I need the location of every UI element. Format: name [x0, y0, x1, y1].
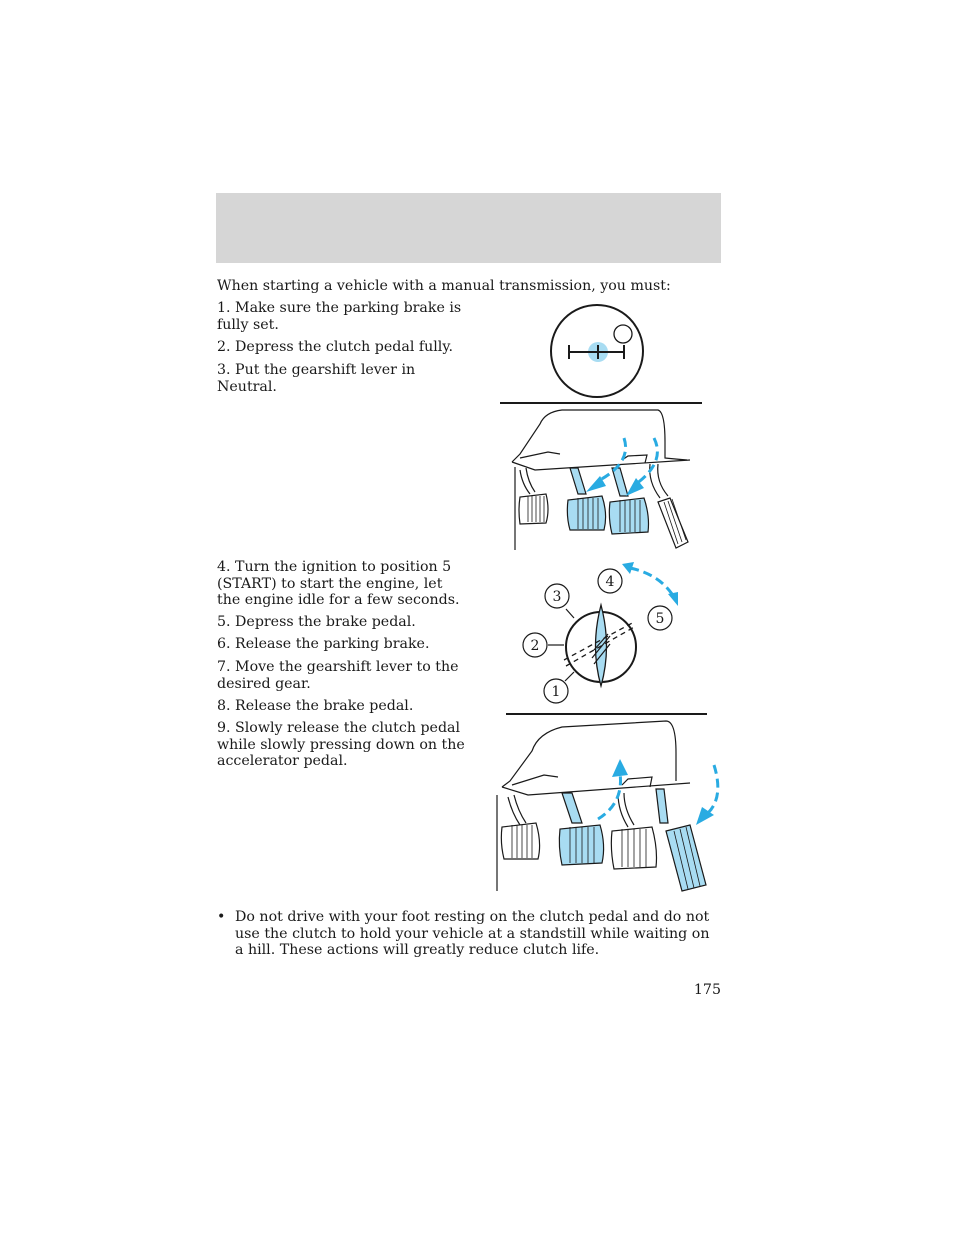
- ignition-position-5: 5: [655, 611, 665, 627]
- page-number: 175: [693, 982, 721, 998]
- ignition-position-4: 4: [605, 574, 615, 590]
- step-3: 3. Put the gearshift lever in Neutral.: [217, 362, 416, 395]
- section-header-band: [216, 193, 721, 263]
- bullet-text: Do not drive with your foot resting on the clutch pedal and do not use the clutch to hold your vehicle at a standstill while waiting on a hill. These actions will greatly reduce clutch life.: [235, 909, 710, 958]
- step-2: 2. Depress the clutch pedal fully.: [217, 339, 453, 355]
- pedals-depress-icon: [500, 402, 702, 554]
- step-1: 1. Make sure the parking brake is fully set.: [217, 300, 462, 333]
- step-4: 4. Turn the ignition to position 5 (START) to start the engine, let the engine idle for a few seconds.: [217, 559, 460, 608]
- step-5: 5. Depress the brake pedal.: [217, 614, 416, 630]
- pedals-release-icon: [494, 713, 724, 895]
- step-7: 7. Move the gearshift lever to the desired gear.: [217, 659, 459, 692]
- step-8: 8. Release the brake pedal.: [217, 698, 414, 714]
- ignition-position-1: 1: [551, 684, 561, 700]
- ignition-position-3: 3: [552, 589, 562, 605]
- intro-text: When starting a vehicle with a manual transmission, you must:: [217, 278, 671, 294]
- step-6: 6. Release the parking brake.: [217, 636, 430, 652]
- ignition-position-2: 2: [530, 638, 540, 654]
- step-9: 9. Slowly release the clutch pedal while slowly pressing down on the accelerator pedal.: [217, 720, 465, 769]
- gearshift-neutral-icon: [548, 302, 648, 402]
- bullet-dot: •: [217, 909, 226, 925]
- ignition-switch-icon: [518, 560, 688, 710]
